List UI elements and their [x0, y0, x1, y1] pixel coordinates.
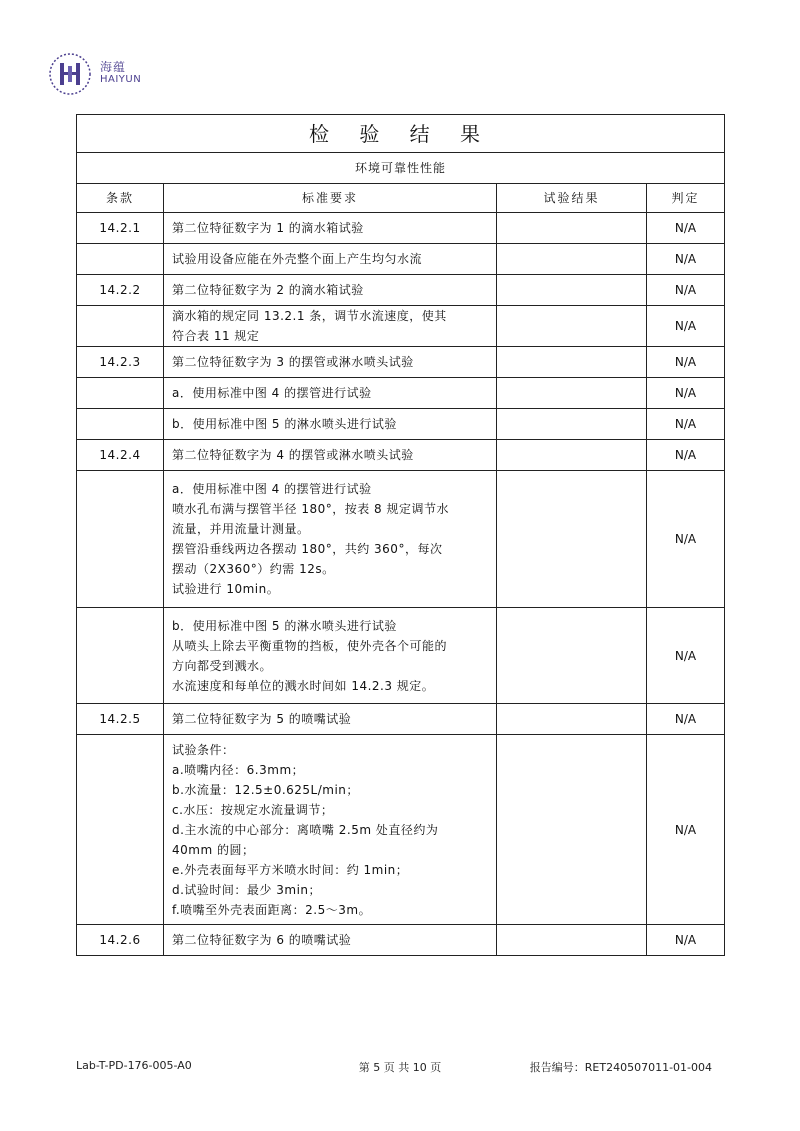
requirement-line: b．使用标准中图 5 的淋水喷头进行试验	[172, 618, 397, 633]
requirement-cell	[164, 275, 497, 306]
clause-cell: 14.2.3	[77, 347, 164, 378]
requirement-line: 第二位特征数字为 5 的喷嘴试验	[172, 712, 352, 726]
table-row	[77, 213, 725, 244]
document-code: Lab-T-PD-176-005-A0	[76, 1059, 192, 1072]
verdict-cell: N/A	[647, 244, 725, 275]
result-cell	[497, 471, 647, 608]
clause-cell	[77, 471, 164, 608]
table-row	[77, 244, 725, 275]
result-cell	[497, 925, 647, 956]
requirement-line: 方向都受到溅水。	[172, 658, 273, 673]
requirement-cell	[164, 608, 497, 704]
requirement-line: 第二位特征数字为 2 的滴水箱试验	[172, 283, 364, 297]
requirement-line: 喷水孔布满与摆管半径 180°，按表 8 规定调节水	[172, 502, 449, 516]
logo-english-name: HAIYUN	[100, 74, 142, 85]
table-title: 检 验 结 果	[77, 115, 725, 153]
clause-cell	[77, 409, 164, 440]
requirement-cell	[164, 306, 497, 347]
requirement-line: 试验条件：	[172, 742, 235, 757]
requirement-line: 试验进行 10min。	[172, 582, 280, 596]
requirement-cell	[164, 244, 497, 275]
table-row	[77, 306, 725, 347]
requirement-line: 流量，并用流量计测量。	[172, 522, 310, 536]
table-row	[77, 275, 725, 306]
column-header-result: 试验结果	[497, 184, 647, 213]
table-row	[77, 608, 725, 704]
requirement-line: d.试验时间：最少 3min；	[172, 882, 322, 897]
table-row	[77, 409, 725, 440]
requirement-line: d.主水流的中心部分：离喷嘴 2.5m 处直径约为	[172, 822, 439, 837]
requirement-line: 第二位特征数字为 1 的滴水箱试验	[172, 221, 364, 235]
requirement-line: 第二位特征数字为 3 的摆管或淋水喷头试验	[172, 355, 414, 369]
requirement-line: b.水流量：12.5±0.625L/min；	[172, 782, 359, 797]
requirement-line: f.喷嘴至外壳表面距离：2.5～3m。	[172, 902, 372, 917]
requirement-line: a．使用标准中图 4 的摆管进行试验	[172, 482, 372, 496]
clause-cell	[77, 378, 164, 409]
table-row	[77, 704, 725, 735]
verdict-cell: N/A	[647, 409, 725, 440]
result-cell	[497, 347, 647, 378]
requirement-cell	[164, 347, 497, 378]
result-cell	[497, 608, 647, 704]
verdict-cell: N/A	[647, 925, 725, 956]
result-cell	[497, 440, 647, 471]
inspection-results-table	[76, 114, 725, 956]
table-row	[77, 471, 725, 608]
company-logo	[48, 52, 158, 102]
clause-cell: 14.2.1	[77, 213, 164, 244]
requirement-cell	[164, 378, 497, 409]
requirement-line: a．使用标准中图 4 的摆管进行试验	[172, 386, 372, 400]
requirement-cell	[164, 409, 497, 440]
requirement-cell	[164, 440, 497, 471]
verdict-cell: N/A	[647, 440, 725, 471]
requirement-line: 40mm 的圆；	[172, 842, 255, 857]
result-cell	[497, 213, 647, 244]
requirement-line: 第二位特征数字为 4 的摆管或淋水喷头试验	[172, 448, 414, 462]
requirement-line: 滴水箱的规定同 13.2.1 条，调节水流速度，使其	[172, 309, 447, 323]
requirement-line: a.喷嘴内径：6.3mm；	[172, 762, 305, 777]
column-header-clause: 条款	[77, 184, 164, 213]
clause-cell: 14.2.6	[77, 925, 164, 956]
clause-cell: 14.2.5	[77, 704, 164, 735]
requirement-line: 第二位特征数字为 6 的喷嘴试验	[172, 933, 352, 947]
result-cell	[497, 275, 647, 306]
result-cell	[497, 704, 647, 735]
report-number: 报告编号：RET240507011-01-004	[529, 1061, 712, 1074]
column-header-verdict: 判定	[647, 184, 725, 213]
column-header-requirement: 标准要求	[164, 184, 497, 213]
result-cell	[497, 409, 647, 440]
haiyun-logo-icon	[48, 52, 92, 96]
requirement-line: 摆动（2X360°）约需 12s。	[172, 562, 335, 576]
verdict-cell: N/A	[647, 306, 725, 347]
table-row	[77, 925, 725, 956]
table-row	[77, 735, 725, 925]
clause-cell	[77, 306, 164, 347]
clause-cell: 14.2.2	[77, 275, 164, 306]
requirement-line: 符合表 11 规定	[172, 329, 260, 343]
clause-cell	[77, 244, 164, 275]
table-row	[77, 378, 725, 409]
requirement-cell	[164, 213, 497, 244]
result-cell	[497, 244, 647, 275]
requirement-cell	[164, 471, 497, 608]
section-title: 环境可靠性性能	[77, 153, 725, 184]
logo-chinese-name: 海蕴	[100, 60, 127, 74]
table-row	[77, 347, 725, 378]
verdict-cell: N/A	[647, 735, 725, 925]
clause-cell: 14.2.4	[77, 440, 164, 471]
requirement-cell	[164, 735, 497, 925]
verdict-cell: N/A	[647, 347, 725, 378]
verdict-cell: N/A	[647, 704, 725, 735]
requirement-line: c.水压：按规定水流量调节；	[172, 802, 334, 817]
verdict-cell: N/A	[647, 608, 725, 704]
verdict-cell: N/A	[647, 213, 725, 244]
verdict-cell: N/A	[647, 378, 725, 409]
requirement-line: 试验用设备应能在外壳整个面上产生均匀水流	[172, 252, 423, 266]
requirement-cell	[164, 925, 497, 956]
requirement-cell	[164, 704, 497, 735]
page-number: 第 5 页 共 10 页	[358, 1061, 442, 1074]
table-row	[77, 440, 725, 471]
clause-cell	[77, 608, 164, 704]
requirement-line: 从喷头上除去平衡重物的挡板，使外壳各个可能的	[172, 638, 448, 653]
requirement-line: e.外壳表面每平方米喷水时间：约 1min；	[172, 862, 409, 877]
verdict-cell: N/A	[647, 275, 725, 306]
clause-cell	[77, 735, 164, 925]
verdict-cell: N/A	[647, 471, 725, 608]
requirement-line: 摆管沿垂线两边各摆动 180°，共约 360°，每次	[172, 542, 443, 556]
result-cell	[497, 306, 647, 347]
result-cell	[497, 735, 647, 925]
requirement-line: 水流速度和每单位的溅水时间如 14.2.3 规定。	[172, 678, 435, 693]
result-cell	[497, 378, 647, 409]
requirement-line: b．使用标准中图 5 的淋水喷头进行试验	[172, 417, 397, 431]
